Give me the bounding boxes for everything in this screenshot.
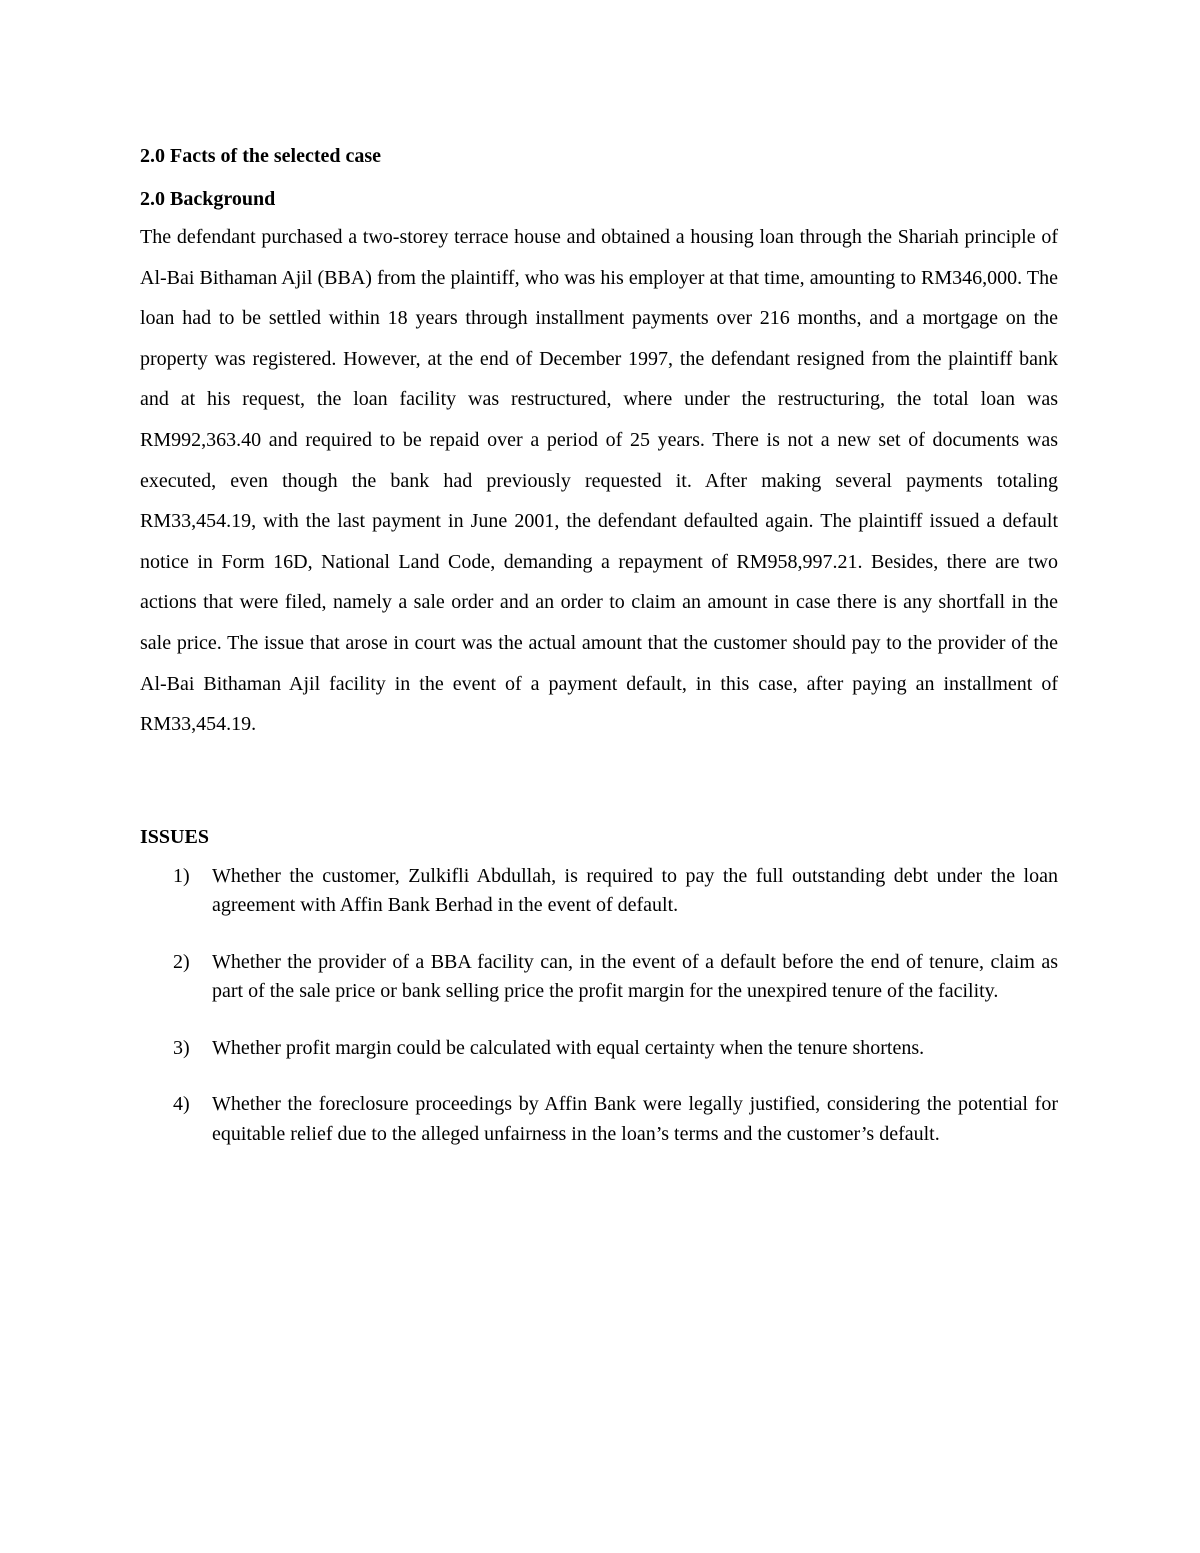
section-heading-facts: 2.0 Facts of the selected case xyxy=(140,145,382,167)
background-paragraph: The defendant purchased a two-storey terrace house and obtained a housing loan through the Shariah principle of Al-Bai Bithaman Ajil (BBA) from the plaintiff, who was his employer at that time, amounting to RM346,000. The loan had to be settled within 18 years through installment payments over 216 months, and a mortgage on the property was registered. However, at the end of December 1997, the defendant resigned from the plaintiff bank and at his request, the loan facility was restructured, where under the restructuring, the total loan was RM992,363.40 and required to be repaid over a period of 25 years. There is not a new set of documents was executed, even though the bank had previously requested it. After making several payments totaling RM33,454.19, with the last payment in June 2001, the defendant defaulted again. The plaintiff issued a default notice in Form 16D, National Land Code, demanding a repayment of RM958,997.21. Besides, there are two actions that were filed, namely a sale order and an order to claim an amount in case there is any shortfall in the sale price. The issue that arose in court was the actual amount that the customer should pay to the provider of the Al-Bai Bithaman Ajil facility in the event of a payment default, in this case, after paying an installment of RM33,454.19. xyxy=(140,226,1058,736)
document-content xyxy=(140,140,1058,1176)
issue-text: Whether the provider of a BBA facility can, in the event of a default before the end of tenure, claim as part of the sale price or bank selling price the profit margin for the unexpired tenure of the facility. xyxy=(212,950,1058,1003)
issue-text: Whether the customer, Zulkifli Abdullah, is required to pay the full outstanding debt under the loan agreement with Affin Bank Berhad in the event of default. xyxy=(212,864,1058,917)
issue-item-2 xyxy=(140,948,1058,1007)
issue-number: 1) xyxy=(173,864,190,887)
issue-text: Whether profit margin could be calculated with equal certainty when the tenure shortens. xyxy=(212,1036,925,1059)
issue-item-3 xyxy=(140,1034,1058,1064)
issue-item-1 xyxy=(140,862,1058,921)
issue-text: Whether the foreclosure proceedings by Affin Bank were legally justified, considering the potential for equitable relief due to the alleged unfairness in the loan’s terms and the customer’s default. xyxy=(212,1093,1058,1145)
issue-number: 3) xyxy=(173,1036,190,1059)
issues-list xyxy=(140,862,1058,1150)
issues-heading: ISSUES xyxy=(140,825,209,848)
issue-number: 2) xyxy=(173,950,190,973)
section-heading-background: 2.0 Background xyxy=(140,188,276,210)
issue-number: 4) xyxy=(173,1093,190,1116)
issue-item-4 xyxy=(140,1090,1058,1149)
